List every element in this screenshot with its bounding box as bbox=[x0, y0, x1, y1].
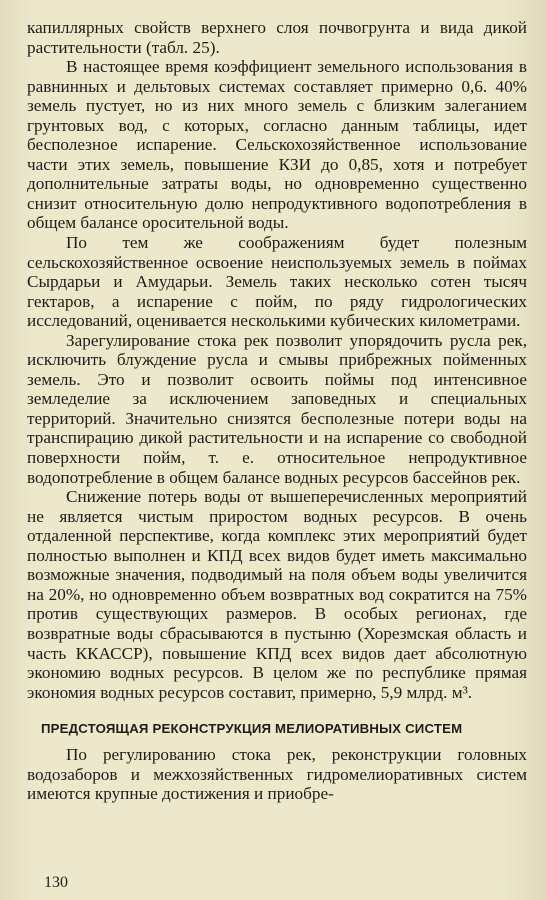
paragraph: Снижение потерь воды от вышеперечисленных мероприятий не является чистым приростом водных ресурсов. В очень отдаленной перспективе, когда комплекс этих мероприятий будет полностью выполнен и КПД всех видов будет иметь максимально возможные значения, подводимый на поля объем воды увеличится на 20%, но одновременно объем возвратных вод сократится на 75% против существующих размеров. В особых регионах, где возвратные воды сбрасываются в пустыню (Хорезмская область и часть ККАССР), повышение КПД всех видов дает абсолютную экономию водных ресурсов. В целом же по республике прямая экономия водных ресурсов составит, примерно, 5,9 млрд. м³. bbox=[27, 487, 527, 702]
paragraph: капиллярных свойств верхнего слоя почвогрунта и вида дикой растительности (табл. 25). bbox=[27, 18, 527, 57]
paragraph: По тем же соображениям будет полезным сельскохозяйственное освоение неиспользуемых земель в поймах Сырдарьи и Амударьи. Земель таких несколько сотен тысяч гектаров, а испарение с пойм, по ряду гидрологических исследований, оценивается несколькими кубических километрами. bbox=[27, 233, 527, 331]
section-heading: ПРЕДСТОЯЩАЯ РЕКОНСТРУКЦИЯ МЕЛИОРАТИВНЫХ СИСТЕМ bbox=[41, 721, 463, 737]
paragraph: Зарегулирование стока рек позволит упорядочить русла рек, исключить блуждение русла и смывы прибрежных пойменных земель. Это и позволит освоить поймы под интенсивное земледелие за исключением заповедных и специальных территорий. Значительно снизятся бесполезные потери воды на транспирацию дикой растительности и на испарение со свободной поверхности пойм, т. е. относительное непродуктивное водопотребление в общем балансе водных ресурсов бассейнов рек. bbox=[27, 330, 527, 487]
paragraph: В настоящее время коэффициент земельного использования в равнинных и дельтовых системах составляет примерно 0,6. 40% земель пустует, но из них много земель с близким залеганием грунтовых вод, с которых, согласно данным таблицы, идет бесполезное испарение. Сельскохозяйственное использование части этих земель, повышение КЗИ до 0,85, хотя и потребует дополнительные затраты воды, но одновременно существенно снизит относительную долю непродуктивного водопотребления в общем балансе оросительной воды. bbox=[27, 57, 527, 233]
page-number: 130 bbox=[44, 874, 68, 891]
paragraph: По регулированию стока рек, реконструкции головных водозаборов и межхозяйственных гидромелиоративных систем имеются крупные достижения и приобре- bbox=[27, 745, 527, 804]
page-text bbox=[27, 18, 527, 804]
